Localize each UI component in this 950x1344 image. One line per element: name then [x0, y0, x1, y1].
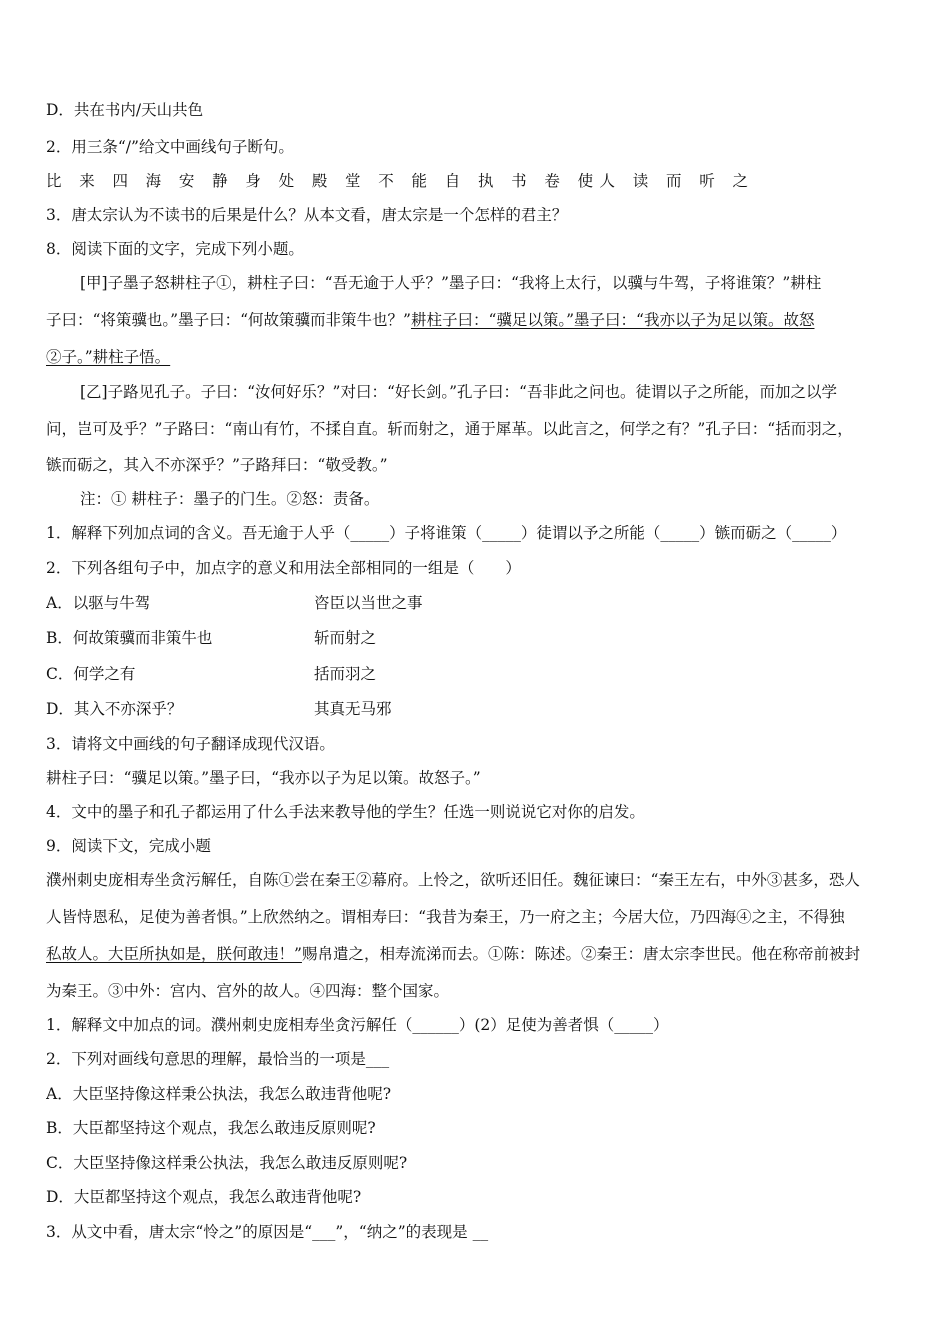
- passage-9-line-1: 濮州刺史庞相寿坐贪污解任，自陈①尝在秦王②幕府。上怜之，欲听还旧任。魏征谏曰：“秦王左右，中外③甚多，恐人: [46, 871, 860, 889]
- option-a-row: [46, 592, 916, 614]
- question-8-4: 4．文中的墨子和孔子都运用了什么手法来教导他的学生？任选一则说说它对你的启发。: [46, 803, 645, 821]
- underlined-sentence: 耕柱子曰：“骥足以策。”墨子曰：“我亦以子为足以策。故怒: [410, 311, 815, 329]
- passage-9-notes: 赐帛遣之，相寿流涕而去。①陈：陈述。②秦王：唐太宗李世民。他在称帝前被封: [301, 945, 860, 963]
- option-b-row: [46, 627, 916, 649]
- passage-9-line-4: 为秦王。③中外：宫内、宫外的故人。④四海：整个国家。: [46, 982, 450, 1000]
- option-d-right: 其真无马邪: [314, 700, 392, 718]
- option-9-b: B．大臣都坚持这个观点，我怎么敢违反原则呢?: [46, 1119, 376, 1137]
- option-b-right: 斩而射之: [314, 629, 377, 647]
- question-8-2: 2．下列各组句子中，加点字的意义和用法全部相同的一组是（ ）: [46, 559, 521, 577]
- option-d-line: D．共在书内/天山共色: [46, 101, 204, 119]
- option-9-d: D．大臣都坚持这个观点，我怎么敢违背他呢?: [46, 1188, 362, 1206]
- option-9-a: A．大臣坚持像这样秉公执法，我怎么敢违背他呢?: [46, 1085, 392, 1103]
- option-a-left: A．以驱与牛驾: [46, 594, 151, 612]
- option-a-right: 咨臣以当世之事: [314, 594, 423, 612]
- option-9-c: C．大臣坚持像这样秉公执法，我怎么敢违反原则呢?: [46, 1154, 408, 1172]
- option-d-left: D．其入不亦深乎？: [46, 700, 183, 718]
- option-c-row: [46, 663, 916, 685]
- option-b-left: B．何故策骥而非策牛也: [46, 629, 213, 647]
- section-9-heading: 9．阅读下文，完成小题: [46, 837, 211, 855]
- question-8-3: 3．请将文中画线的句子翻译成现代汉语。: [46, 735, 335, 753]
- question-9-2: 2．下列对画线句意思的理解，最恰当的一项是___: [46, 1050, 390, 1068]
- question-9-1: 1．解释文中加点的词。濮州刺史庞相寿坐贪污解任（______）(2）足使为善者惧（_____）: [46, 1016, 669, 1034]
- passage-9-line-3: [46, 943, 916, 965]
- sentence-to-punctuate: 比 来 四 海 安 静 身 处 殿 堂 不 能 自 执 书 卷 使人 读 而 听 之: [46, 172, 755, 190]
- passage-jia-line-2: [46, 309, 916, 331]
- question-9-3: 3．从文中看，唐太宗“怜之”的原因是“___”，“纳之”的表现是 __: [46, 1223, 489, 1241]
- passage-yi-line-1: [乙]子路见孔子。子曰：“汝何好乐？”对曰：“好长剑。”孔子曰：“吾非此之问也。徒谓以子之所能，而加之以学: [80, 383, 837, 401]
- passage-jia-line-3: [46, 346, 916, 368]
- passage-9-line-2: 人皆恃恩私，足使为善者惧。”上欣然纳之。谓相寿曰：“我昔为秦王，乃一府之主；今居大位，乃四海④之主，不得独: [46, 908, 845, 926]
- annotation-note: 注：① 耕柱子：墨子的门生。②怒：责备。: [80, 490, 380, 508]
- passage-jia-text: 子曰：“将策骥也。”墨子曰：“何故策骥而非策牛也？”: [46, 311, 411, 329]
- option-c-right: 括而羽之: [314, 665, 377, 683]
- passage-jia-line-1: [甲]子墨子怒耕柱子①，耕柱子曰：“吾无逾于人乎？”墨子曰：“我将上太行，以骥与牛驾，子将谁策？”耕柱: [80, 274, 822, 292]
- option-c-left: C．何学之有: [46, 665, 136, 683]
- underlined-sentence-end: ②子。”耕柱子悟。: [46, 348, 171, 366]
- question-3-prompt: 3．唐太宗认为不读书的后果是什么？从本文看，唐太宗是一个怎样的君主？: [46, 206, 568, 224]
- passage-yi-line-2: 问，岂可及乎？”子路曰：“南山有竹，不揉自直。斩而射之，通于犀革。以此言之，何学之有？”孔子曰：“括而羽之，: [46, 420, 853, 438]
- question-8-1: 1．解释下列加点词的含义。吾无逾于人乎（_____）子将谁策（_____）徒谓以予之所能（_____）镞而砺之（_____）: [46, 524, 847, 542]
- section-8-heading: 8．阅读下面的文字，完成下列小题。: [46, 240, 304, 258]
- question-2-prompt: 2．用三条“/”给文中画线句子断句。: [46, 138, 294, 156]
- question-8-3-text: 耕柱子曰：“骥足以策。”墨子曰，“我亦以子为足以策。故怒子。”: [46, 769, 481, 787]
- option-d-row: [46, 698, 916, 720]
- passage-yi-line-3: 镞而砺之，其入不亦深乎？”子路拜曰：“敬受教。”: [46, 456, 388, 474]
- underlined-sentence-9: 私故人。大臣所执如是，朕何敢违！”: [46, 945, 302, 963]
